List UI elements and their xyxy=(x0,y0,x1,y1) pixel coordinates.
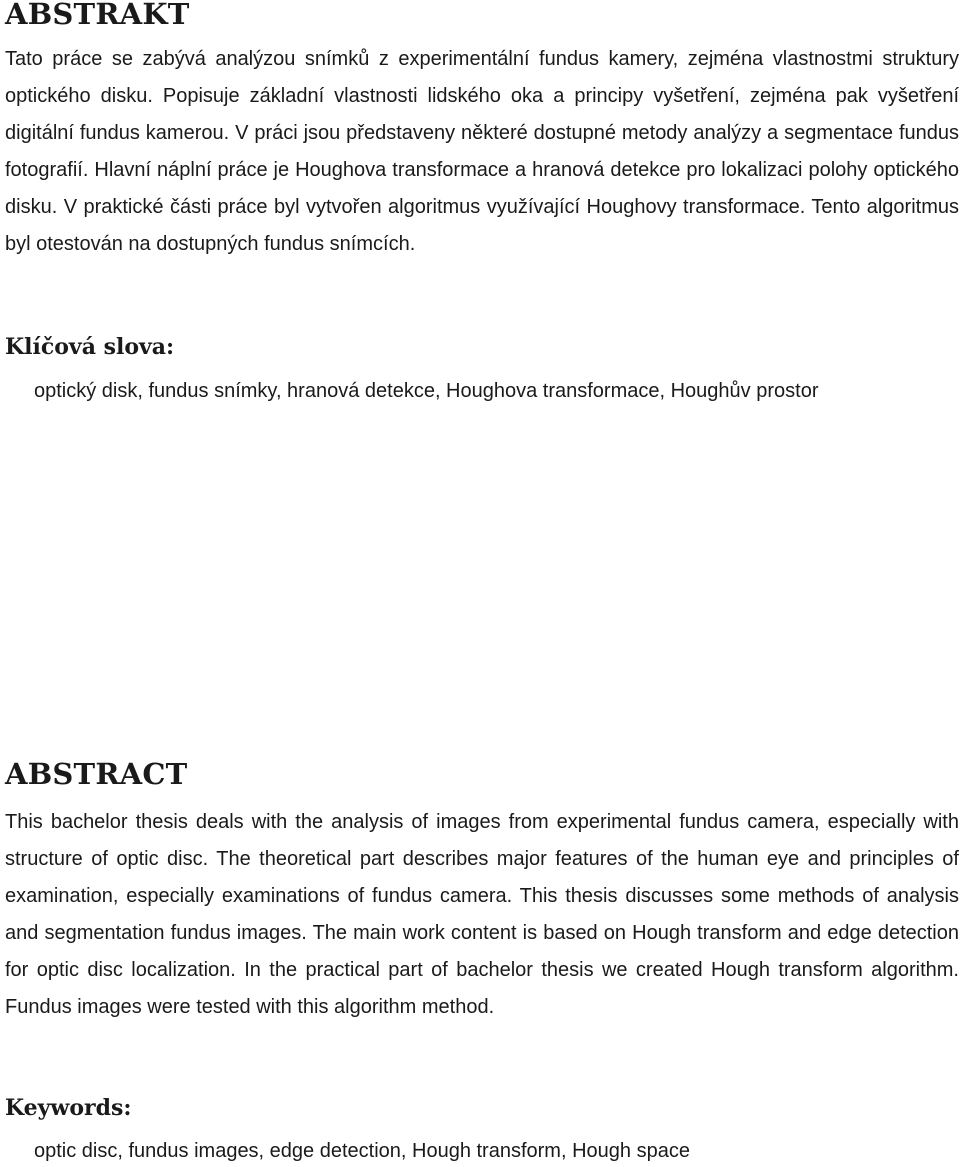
czech-abstract-text: Tato práce se zabývá analýzou snímků z experimentální fundus kamery, zejména vlastnostmi struktury optického disku. Popisuje základní vlastnosti lidského oka a principy vyšetření, zejména pak vyšetření digitální fundus kamerou. V práci jsou představeny některé dostupné metody analýzy a segmentace fundus fotografií. Hlavní náplní práce je Houghova transformace a hranová detekce pro lokalizaci polohy optického disku. V praktické části práce byl vytvořen algoritmus využívající Houghovy transformace. Tento algoritmus byl otestován na dostupných fundus snímcích. xyxy=(5,48,959,255)
czech-keywords-heading: Klíčová slova: xyxy=(5,334,175,360)
english-keywords-text: optic disc, fundus images, edge detection, Hough transform, Hough space xyxy=(34,1140,690,1162)
english-keywords-heading: Keywords: xyxy=(5,1095,132,1121)
english-abstract-text: This bachelor thesis deals with the analysis of images from experimental fundus camera, especially with structure of optic disc. The theoretical part describes major features of the human eye and principles of examination, especially examinations of fundus camera. This thesis discusses some methods of analysis and segmentation fundus images. The main work content is based on Hough transform and edge detection for optic disc localization. In the practical part of bachelor thesis we created Hough transform algorithm. Fundus images were tested with this algorithm method. xyxy=(5,811,959,1018)
english-abstract-heading: ABSTRACT xyxy=(5,757,188,791)
czech-abstract-heading: ABSTRAKT xyxy=(5,0,190,31)
czech-keywords-text: optický disk, fundus snímky, hranová detekce, Houghova transformace, Houghův prostor xyxy=(34,380,819,402)
